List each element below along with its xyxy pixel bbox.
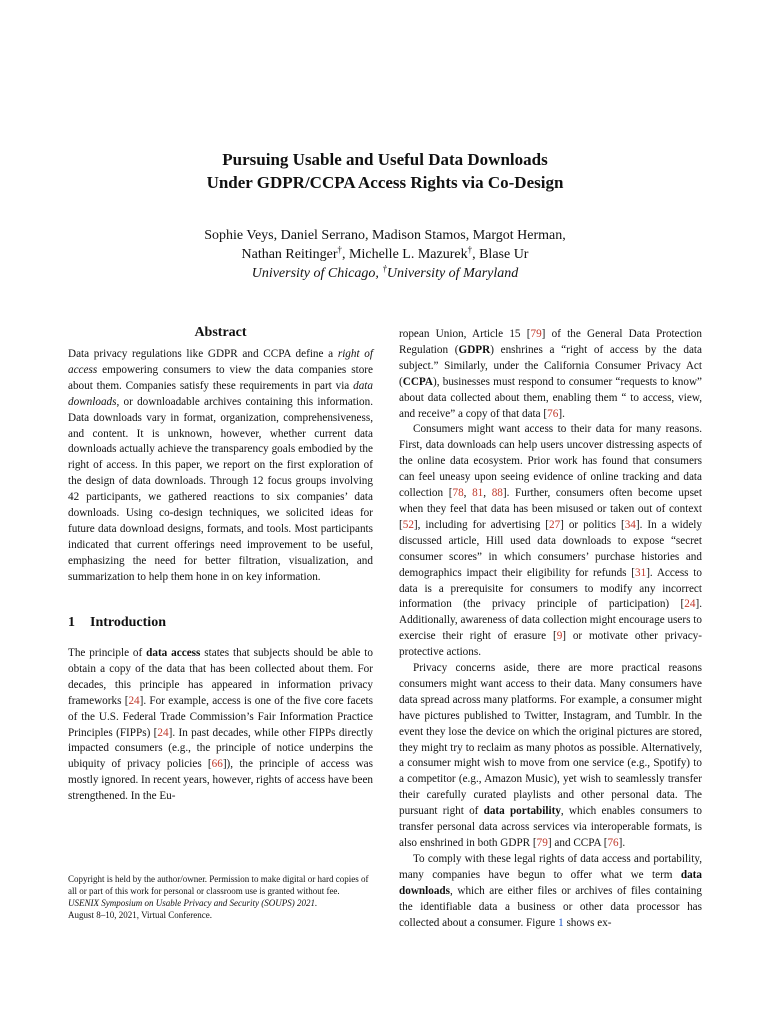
text: To comply with these legal rights of data access and portability, many companies have begun to offer what we term	[399, 852, 702, 881]
bold-term: data access	[146, 647, 201, 659]
copyright-text: Copyright is held by the author/owner. Permission to make digital or hard copies of all or part of this work for personal or classroom use is granted without fee.	[68, 874, 369, 896]
text: ]. For example, access is one of the five core facets of the U.S. Federal Trade Commission’s Fair Information Practice Principles (FIPPs) [	[68, 694, 374, 739]
bold-term: GDPR	[458, 343, 491, 356]
section-number: 1	[68, 615, 75, 630]
text: ) enshrines a “right of access by the data subject.” Similarly, under the California Consumer Privacy Act (	[399, 343, 702, 388]
text: ].	[558, 407, 565, 420]
text: ] or motivate other privacy-protective actions.	[399, 630, 702, 659]
paragraph-practical	[399, 661, 702, 852]
abstract-emph: right of access	[68, 348, 373, 376]
paragraph-reasons	[399, 422, 702, 661]
text: The principle of	[68, 647, 147, 659]
citation-link[interactable]: 81	[472, 487, 484, 500]
citation-link[interactable]: 31	[635, 566, 647, 579]
text: ]. In a widely discussed article, Hill used data downloads to expose “secret consumer scores” in which consumers’ purchase histories and demographics impact their eligibility for refunds [	[399, 518, 702, 579]
paper-title	[0, 148, 770, 194]
abstract-text: Data privacy regulations like GDPR and CCPA define a	[68, 348, 338, 360]
citation-link[interactable]: 79	[536, 837, 548, 849]
abstract-body	[68, 347, 373, 586]
title-line-1: Pursuing Usable and Useful Data Downloads	[222, 150, 548, 169]
intro-paragraph	[68, 646, 373, 805]
citation-link[interactable]: 78	[452, 487, 464, 500]
citation-link[interactable]: 24	[684, 598, 696, 611]
citation-link[interactable]: 34	[624, 518, 636, 531]
author-mazurek: , Michelle L. Mazurek	[342, 247, 468, 262]
text: ] and CCPA [	[547, 837, 608, 849]
citation-link[interactable]: 24	[157, 726, 169, 739]
bold-term: data portability	[483, 805, 561, 818]
text: Consumers might want access to their data for many reasons. First, data downloads can help users uncover distressing aspects of the online data ecosystem. Prior work has found that consumers can feel uneasy upon seeing evidence of online tracking and data collection [	[399, 423, 702, 500]
section-title: Introduction	[90, 615, 166, 630]
abstract-emph: data downloads	[68, 379, 373, 408]
affiliations	[0, 264, 770, 283]
text: ,	[463, 487, 473, 500]
text: ]), the principle of access was mostly ignored. In recent years, however, rights of access have been strengthened. In the Eu-	[68, 758, 373, 803]
text: Privacy concerns aside, there are more practical reasons consumers might want access to their data. Many consumers have data spread across many platforms. For example, a consumer might have pictures published to Twitter, Instagram, and Tumblr. In the event they lose the device on which the original pictures are stored, they might try to reclaim as many photos as possible. Alternatively, a consumer might wish to move from one service (e.g., Spotify) to a competitor (e.g., Amazon Music), yet wish to seamlessly transfer their carefully curated playlists and other personal data. The pursuant right of	[399, 662, 702, 818]
text: ] or politics [	[560, 518, 625, 531]
text: ] of the General Data Protection Regulation (	[399, 328, 702, 356]
author-line-2	[0, 245, 770, 264]
intro-body	[68, 646, 373, 805]
text: , which enables consumers to transfer personal data across services via interoperable formats, is also enshrined in both GDPR [	[399, 805, 702, 849]
author-line-1: Sophie Veys, Daniel Serrano, Madison Stamos, Margot Herman,	[204, 228, 566, 243]
text: ]. Access to data is a prerequisite for consumers to modify any incorrect information (the privacy principle of participation) [	[399, 566, 702, 611]
bold-term: data downloads	[399, 868, 702, 897]
text: ropean Union, Article 15 [	[399, 328, 531, 340]
bold-term: CCPA	[402, 375, 433, 388]
citation-link[interactable]: 52	[402, 518, 414, 531]
affiliation-chicago: University of Chicago,	[251, 266, 383, 281]
dagger-mark: †	[337, 244, 343, 255]
author-ur: , Blase Ur	[472, 247, 529, 262]
text: ]. In past decades, while other FIPPs directly impacted consumers (e.g., the principle of notice underpins the ubiquity of privacy policies [	[68, 726, 373, 771]
citation-link[interactable]: 88	[491, 487, 503, 500]
copyright-footnote	[68, 873, 376, 921]
citation-link[interactable]: 27	[548, 518, 561, 531]
text: ]. Further, consumers often become upset when they feel that data has been misused or taken out of context [	[399, 487, 703, 531]
abstract-text: empowering consumers to view the data companies store about them. Companies satisfy these requirements in part via	[68, 363, 373, 392]
text: states that subjects should be able to obtain a copy of the data that has been collected about them. For decades, this principle has appeared in information privacy frameworks [	[68, 647, 373, 707]
venue-text: USENIX Symposium on Usable Privacy and Security (SOUPS) 2021.	[68, 898, 318, 908]
paragraph-access-law	[399, 327, 702, 422]
text: ,	[483, 487, 492, 500]
text: shows ex-	[563, 916, 612, 929]
abstract-text: , or downloadable archives containing this information. Data downloads vary in format, organization, comprehensiveness, and content. It is unknown, however, whether current data downloads actually achieve the transparency goals embodied by the right of access. In this paper, we report on the first exploration of the design of data downloads. Through 12 focus groups involving 42 participants, we gathered reactions to six companies’ data downloads. Using co-design techniques, we solicited ideas for future data download designs, formats, and tools. Most participants indicated that current offerings need improvement to be useful, emphasizing the need for better filtration, visualization, and summarization to help them hone in on key information.	[68, 395, 373, 583]
citation-link[interactable]: 79	[530, 328, 542, 340]
citation-link[interactable]: 66	[211, 758, 223, 771]
text: ], including for advertising [	[413, 518, 549, 531]
text: ].	[618, 837, 626, 849]
citation-link[interactable]: 76	[547, 407, 559, 420]
dagger-mark: †	[467, 244, 473, 255]
citation-link[interactable]: 24	[128, 694, 140, 707]
affiliation-maryland: University of Maryland	[386, 266, 519, 281]
title-line-2: Under GDPR/CCPA Access Rights via Co-Design	[206, 173, 564, 192]
abstract-heading: Abstract	[194, 325, 247, 340]
conference-date-text: August 8–10, 2021, Virtual Conference.	[68, 910, 213, 920]
author-block	[0, 226, 770, 283]
figure-ref-link[interactable]: 1	[558, 916, 564, 929]
text: ), businesses must respond to consumer “requests to know” about data collected about them, enabling them “ to access, view, and receive” a copy of that data [	[399, 375, 702, 420]
abstract-paragraph	[68, 347, 373, 586]
text: ]. Additionally, awareness of data collection might encourage users to exercise their right of erasure [	[399, 598, 702, 643]
citation-link[interactable]: 9	[556, 630, 563, 643]
dagger-mark: †	[382, 263, 387, 274]
paragraph-compliance	[399, 852, 702, 932]
citation-link[interactable]: 76	[607, 837, 619, 849]
text: , which are either files or archives of files containing the identifiable data a business or other data processor has collected about a consumer. Figure	[399, 884, 702, 929]
right-column	[399, 327, 702, 931]
author-reitinger: Nathan Reitinger	[241, 247, 338, 262]
section-heading-introduction	[68, 615, 166, 631]
